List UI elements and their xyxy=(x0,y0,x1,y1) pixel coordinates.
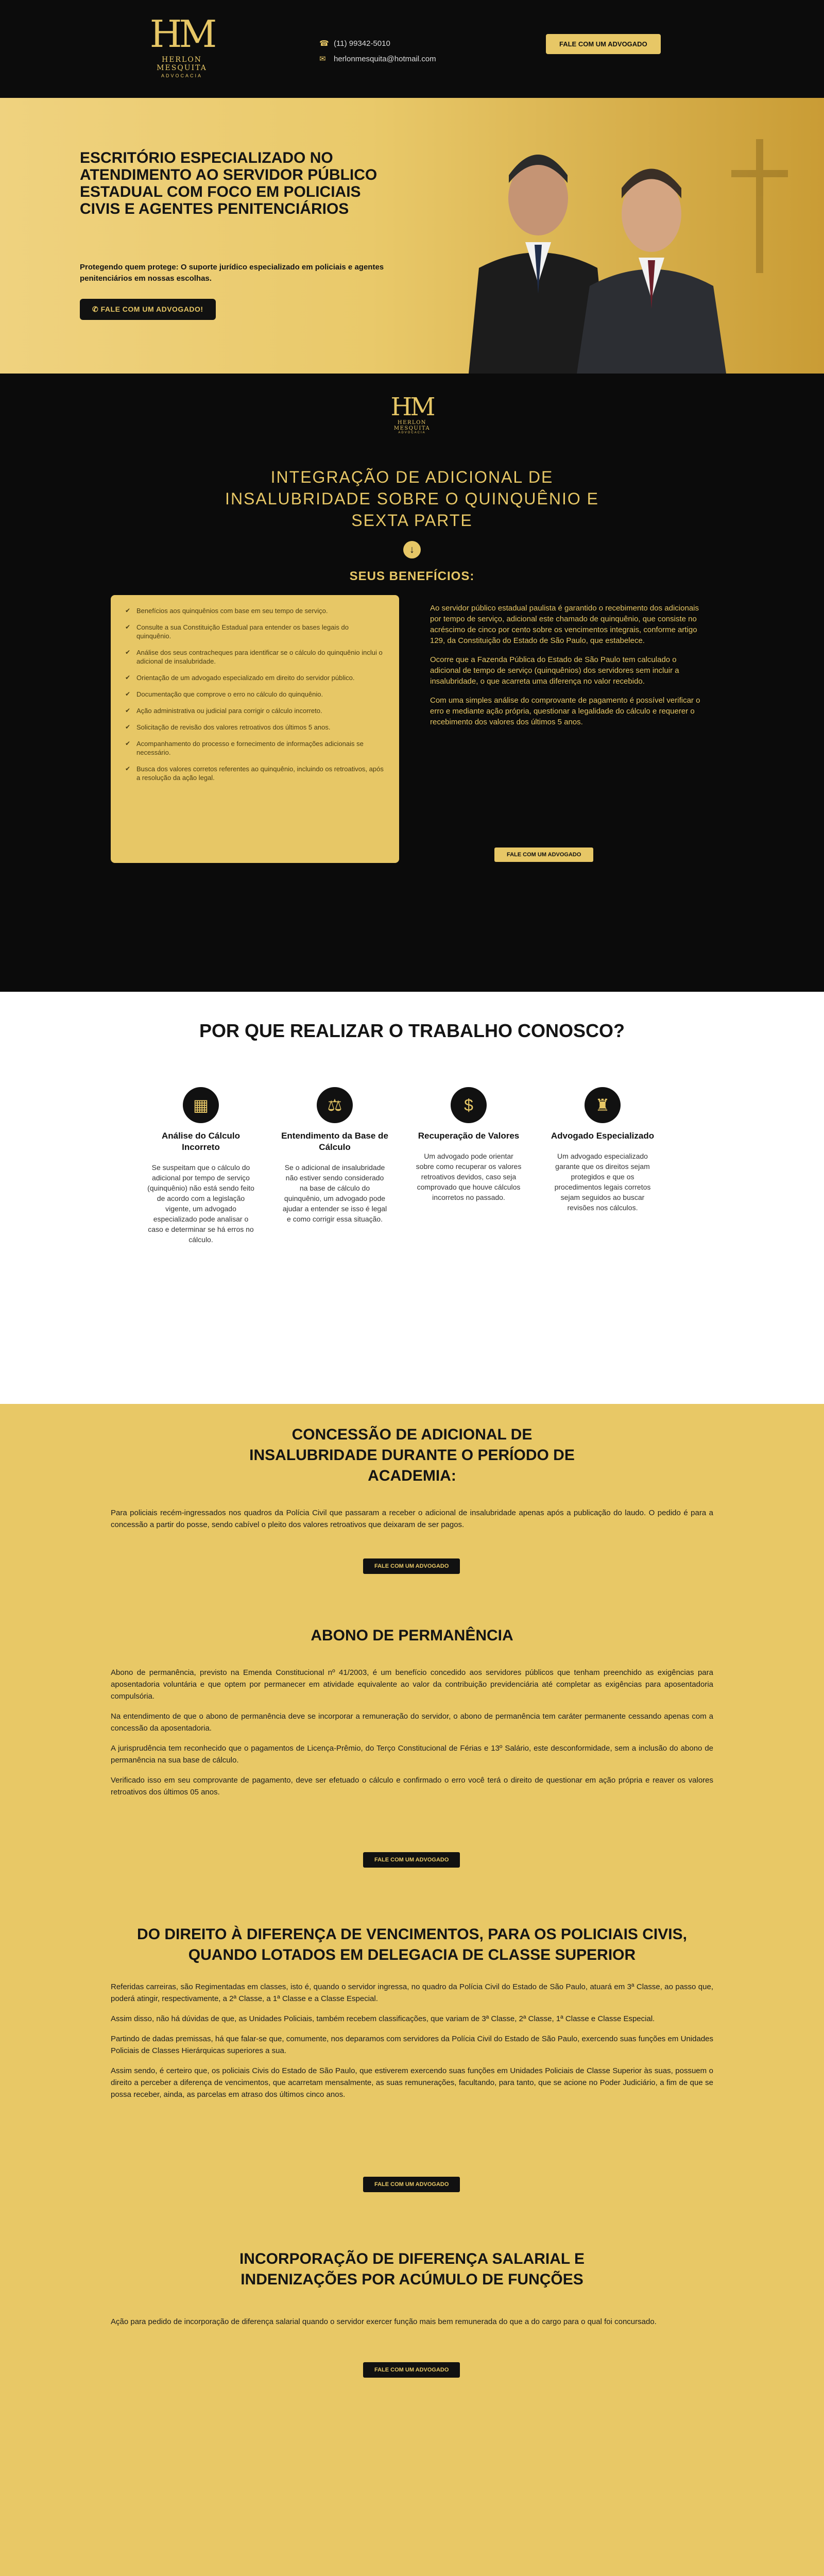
benefits-list xyxy=(111,595,399,863)
academy-cta-button[interactable]: FALE COM UM ADVOGADO xyxy=(363,1558,460,1574)
site-header xyxy=(0,0,824,98)
paragraph: Abono de permanência, previsto na Emenda Constitucional nº 41/2003, é um benefício concedido aos servidores públicos que tenham preenchido as exigências para aposentadoria voluntária e que optem por permanecer em atividade equivalente ao valor da contribuição previdenciária até completar as exigências para aposentadoria compulsória. xyxy=(111,1668,713,1701)
logo-sub: ADVOCACIA xyxy=(398,431,426,434)
paragraph: Assim disso, não há dúvidas de que, as Unidades Policiais, também recebem classificações, que variam de 3ª Classe, 2ª Classe, 1ª Classe e Classe Especial. xyxy=(111,2014,655,2023)
phone-icon: ☎ xyxy=(319,39,329,48)
hero-cta-button[interactable]: ✆ FALE COM UM ADVOGADO! xyxy=(80,299,216,320)
paragraph: A jurisprudência tem reconhecido que o pagamentos de Licença-Prêmio, do Terço Constitucional de Férias e 13º Salário, este desconformidade, sem a inclusão do abono de permanência na sua base de cálculo. xyxy=(111,1744,713,1765)
list-item: ✔ Análise dos seus contracheques para identificar se o cálculo do quinquênio inclui o adicional de insalubridade. xyxy=(125,648,385,666)
list-item: ✔ Ação administrativa ou judicial para corrigir o cálculo incorreto. xyxy=(125,706,385,715)
benefits-title: SEUS BENEFÍCIOS: xyxy=(349,569,475,583)
why-card-text: Um advogado pode orientar sobre como recuperar os valores retroativos devidos, caso seja comprovado que houve cálculos incorretos no passado. xyxy=(416,1152,522,1201)
paragraph: Com uma simples análise do comprovante de pagamento é possível verificar o erro e mediante ação própria, questionar a legalidade do cálculo e requerer o recebimento dos valores dos últimos 5 anos. xyxy=(430,696,700,726)
header-cta-button[interactable]: FALE COM UM ADVOGADO xyxy=(546,34,661,54)
paragraph: Ao servidor público estadual paulista é garantido o recebimento dos adicionais por tempo de serviço, adicional este chamado de quinquênio, que consiste no acréscimo de cinco por cento sobre os vencimentos integrais, conforme artigo 129, da Constituição do Estado de São Paulo, que estabelece. xyxy=(430,604,699,645)
vencimentos-title: DO DIREITO À DIFERENÇA DE VENCIMENTOS, PARA OS POLICIAIS CIVIS, QUANDO LOTADOS EM DELEGACIA DE CLASSE SUPERIOR xyxy=(137,1926,687,1963)
why-card-title: Recuperação de Valores xyxy=(418,1131,520,1141)
paragraph: Verificado isso em seu comprovante de pagamento, deve ser efetuado o cálculo e confirmado o erro você terá o direito de questionar em ação própria e reaver os valores retroativos dos últimos 05 anos. xyxy=(111,1776,713,1797)
academy-text xyxy=(111,1507,713,1539)
why-title: POR QUE REALIZAR O TRABALHO CONOSCO? xyxy=(199,1020,625,1041)
money-icon: $ xyxy=(451,1087,487,1123)
why-card-title: Análise do Cálculo Incorreto xyxy=(161,1131,241,1152)
why-card-text: Se suspeitam que o cálculo do adicional por tempo de serviço (quinquênio) não está sendo feito de acordo com a legislação vigente, um advogado especializado pode analisar o caso e determinar se há erros no cálculo. xyxy=(147,1163,254,1244)
brand-logo[interactable] xyxy=(138,12,226,82)
why-section xyxy=(0,992,824,1404)
hero-subtitle: Protegendo quem protege: O suporte jurídico especializado em policiais e agentes penitenciários em nossas escolhas. xyxy=(80,263,384,283)
brand-subtitle: ADVOCACIA xyxy=(161,73,202,78)
paragraph: Ação para pedido de incorporação de diferença salarial quando o servidor exercer função mais bem remunerada do que a do cargo para o qual foi concursado. xyxy=(111,2317,657,2326)
abono-title: ABONO DE PERMANÊNCIA xyxy=(311,1627,513,1644)
legal-topics-section xyxy=(0,1404,824,2576)
paragraph: Ocorre que a Fazenda Pública do Estado de São Paulo tem calculado o adicional de tempo de serviço (quinquênios) dos servidores sem incluir a insalubridade, o que acarreta uma diferença no valor recebido. xyxy=(430,655,679,686)
vencimentos-text xyxy=(111,1981,713,2109)
incorporacao-title: INCORPORAÇÃO DE DIFERENÇA SALARIAL E INDENIZAÇÕES POR ACÚMULO DE FUNÇÕES xyxy=(239,2250,585,2288)
paragraph: Referidas carreiras, são Regimentadas em classes, isto é, quando o servidor ingressa, no quadro da Polícia Civil do Estado de São Paulo, atuará em 3ª Classe, ao passo que, poderá atingir, respectivamente, a 2ª Classe, a 1ª Classe e a Classe Especial. xyxy=(111,1982,713,2003)
list-item: ✔ Acompanhamento do processo e fornecimento de informações adicionais se necessário. xyxy=(125,739,385,757)
brand-name: HERLON MESQUITA xyxy=(157,56,207,72)
why-card xyxy=(415,1087,523,1202)
list-item: ✔ Benefícios aos quinquênios com base em seu tempo de serviço. xyxy=(125,606,385,615)
abono-cta-button[interactable]: FALE COM UM ADVOGADO xyxy=(363,1852,460,1868)
vencimentos-cta-button[interactable]: FALE COM UM ADVOGADO xyxy=(363,2177,460,2192)
section-logo xyxy=(389,394,435,451)
why-card-title: Advogado Especializado xyxy=(551,1131,655,1141)
list-item: ✔ Documentação que comprove o erro no cálculo do quinquênio. xyxy=(125,690,385,699)
arrow-down-icon: ↓ xyxy=(403,541,421,558)
header-phone[interactable]: ☎ (11) 99342-5010 xyxy=(319,36,436,52)
integration-title: INTEGRAÇÃO DE ADICIONAL DE INSALUBRIDADE SOBRE O QUINQUÊNIO E SEXTA PARTE xyxy=(225,468,599,530)
list-item: ✔ Solicitação de revisão dos valores retroativos dos últimos 5 anos. xyxy=(125,723,385,732)
paragraph: Partindo de dadas premissas, há que falar-se que, comumente, nos deparamos com servidores da Polícia Civil do Estado de São Paulo, exercendo suas funções em Unidades Policiais de Classes Hierárquicas superiores a sua. xyxy=(111,2035,713,2055)
calculator-icon: ▦ xyxy=(183,1087,219,1123)
paragraph: Na entendimento de que o abono de permanência deve se incorporar a remuneração do servidor, o abono de permanência tem caráter permanente cessando apenas com a concessão da aposentadoria. xyxy=(111,1712,713,1733)
integration-cta-button[interactable]: FALE COM UM ADVOGADO xyxy=(494,848,593,862)
hero-lawyers-photo xyxy=(448,98,736,374)
why-card xyxy=(147,1087,255,1245)
why-card xyxy=(281,1087,389,1224)
list-item: ✔ Orientação de um advogado especializado em direito do servidor público. xyxy=(125,673,385,682)
incorporacao-text xyxy=(111,2316,713,2336)
integration-text xyxy=(430,603,708,736)
cross-icon xyxy=(731,139,788,273)
lawyer-icon: ♜ xyxy=(585,1087,621,1123)
list-item: ✔ Busca dos valores corretos referentes ao quinquênio, incluindo os retroativos, após a resolução da ação legal. xyxy=(125,765,385,782)
why-card-text: Um advogado especializado garante que os direitos sejam protegidos e que os procedimentos legais corretos sejam seguidos ao buscar revisões nos cálculos. xyxy=(554,1152,651,1212)
integration-section xyxy=(0,374,824,992)
paragraph: Assim sendo, é certeiro que, os policiais Civis do Estado de São Paulo, que estiverem exercendo suas funções em Unidades Policiais de Classe Superior às suas, possuem o direito a perceber a diferença de vencimentos, que acarretam mensalmente, as suas remunerações, facultando, para tanto, que se acione no Poder Judiciário, a fim de que se possa receber, ainda, as parcelas em atraso dos últimos cinco anos. xyxy=(111,2066,713,2099)
whatsapp-icon: ✆ xyxy=(92,305,101,313)
why-card xyxy=(548,1087,657,1213)
why-card-text: Se o adicional de insalubridade não estiver sendo considerado na base de cálculo do quinquênio, um advogado pode ajudar a entender se isso é legal e como corrigir essa situação. xyxy=(282,1163,387,1223)
header-contacts xyxy=(319,36,436,67)
mail-icon: ✉ xyxy=(319,55,326,63)
logo-name: HERLON MESQUITA xyxy=(393,420,431,431)
paragraph: Para policiais recém-ingressados nos quadros da Polícia Civil que passaram a receber o adicional de insalubridade apenas após a publicação do laudo. O pedido é para a concessão a partir do posse, sendo cabível o pleito dos valores retroativos que deixaram de ser pagos. xyxy=(111,1509,713,1529)
hero-title: ESCRITÓRIO ESPECIALIZADO NO ATENDIMENTO AO SERVIDOR PÚBLICO ESTADUAL COM FOCO EM POLICIAIS CIVIS E AGENTES PENITENCIÁRIOS xyxy=(80,149,377,217)
list-item: ✔ Consulte a sua Constituição Estadual para entender os bases legais do quinquênio. xyxy=(125,623,385,640)
hero-section xyxy=(0,98,824,374)
logo-monogram-icon: HM xyxy=(390,393,434,421)
academy-title: CONCESSÃO DE ADICIONAL DE INSALUBRIDADE DURANTE O PERÍODO DE ACADEMIA: xyxy=(249,1426,575,1484)
scale-icon: ⚖ xyxy=(317,1087,353,1123)
header-email[interactable]: ✉ herlonmesquita@hotmail.com xyxy=(319,52,436,67)
incorporacao-cta-button[interactable]: FALE COM UM ADVOGADO xyxy=(363,2362,460,2378)
why-card-title: Entendimento da Base de Cálculo xyxy=(281,1131,388,1152)
abono-text xyxy=(111,1667,713,1806)
logo-monogram-icon: HM xyxy=(149,12,214,56)
